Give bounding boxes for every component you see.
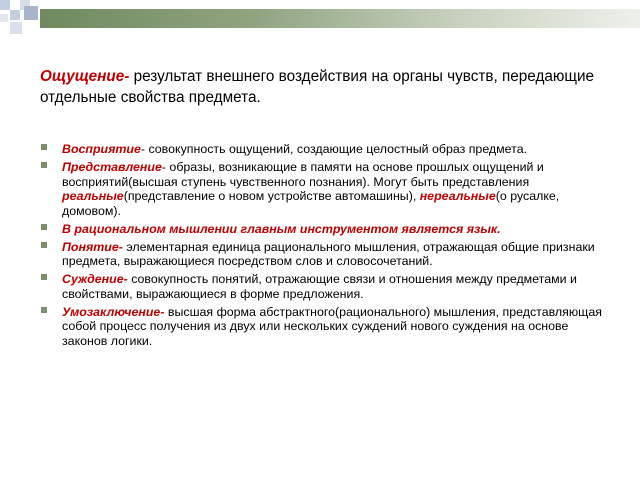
item-term: Понятие-: [62, 239, 123, 254]
item-term: Представление: [62, 160, 162, 174]
item-text: - совокупность ощущений, создающие целостный образ предмета.: [140, 142, 528, 156]
title-text: результат внешнего воздействия на органы чувств, передающие отдельные свойства предмета.: [40, 68, 595, 106]
decor-square: [0, 14, 8, 22]
list-item: [40, 240, 612, 269]
list-item: [40, 142, 612, 157]
item-term: Суждение-: [62, 272, 128, 286]
bullet-icon: [41, 224, 47, 230]
slide-title: [40, 66, 620, 108]
decor-square: [24, 6, 38, 20]
header-bar: [40, 9, 640, 28]
list-item: [40, 305, 612, 349]
header-decoration: [0, 0, 640, 40]
item-text: элементарная единица рационального мышления, отражающая общие признаки предмета, выражающиеся посредством слов и словосочетаний.: [62, 239, 595, 268]
bullet-icon: [41, 162, 47, 168]
list-item: [40, 222, 612, 237]
bullet-icon: [41, 242, 47, 248]
list-item: [40, 160, 612, 218]
list-item: [40, 272, 612, 301]
item-text: (представление о новом устройстве автомашины),: [123, 189, 420, 203]
item-emphasis: реальные: [62, 189, 124, 203]
bullet-icon: [41, 274, 47, 280]
bullet-icon: [41, 307, 47, 313]
decor-square: [10, 10, 20, 20]
item-text: совокупность понятий, отражающие связи и отношения между предметами и свойствами, выражающиеся в форме предложения.: [62, 272, 577, 301]
item-highlight: В рациональном мышлении главным инструментом является язык.: [62, 221, 501, 236]
item-text: высшая форма абстрактного(рационального) мышления, представляющая собой процесс получения из двух или нескольких суждений нового суждения на основе законов логики.: [62, 304, 602, 348]
decor-square: [10, 22, 22, 34]
definition-list: [40, 142, 612, 352]
item-term: Умозаключение-: [62, 304, 165, 319]
item-term: Восприятие: [62, 142, 141, 156]
decor-square: [0, 0, 10, 10]
title-term: Ощущение-: [40, 68, 130, 85]
item-emphasis: нереальные: [419, 189, 496, 203]
item-text: (о русалке, домовом).: [62, 189, 560, 218]
item-text: - образы, возникающие в памяти на основе прошлых ощущений и восприятий(высшая ступень чувственного познания). Могут быть представления: [62, 160, 544, 189]
bullet-icon: [41, 144, 47, 150]
